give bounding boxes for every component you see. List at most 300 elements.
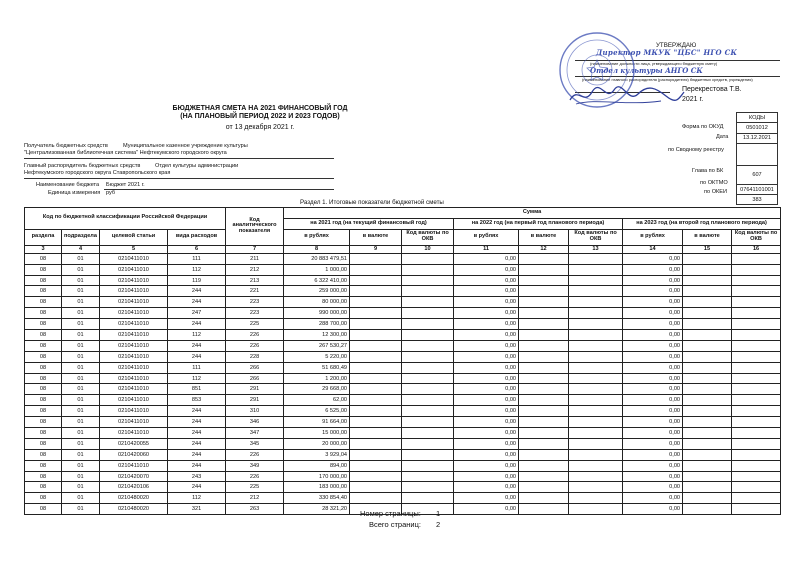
analytic-code-cell: 346 xyxy=(226,417,284,428)
approval-date: 2021 г. xyxy=(682,96,704,103)
table-row xyxy=(25,264,781,275)
okv-2022-cell xyxy=(569,319,623,330)
okv-2022-cell xyxy=(569,460,623,471)
rub-2022-cell: 0,00 xyxy=(454,395,519,406)
razdel-header: раздела xyxy=(25,229,62,245)
okv-2021-cell xyxy=(402,471,454,482)
okv-2021-cell xyxy=(402,406,454,417)
article-cell: 0210411010 xyxy=(100,460,168,471)
podrazdel-cell: 01 xyxy=(62,373,100,384)
currency-2021-cell xyxy=(350,428,402,439)
currency-2021-cell xyxy=(350,275,402,286)
okv-2022-cell xyxy=(569,438,623,449)
table-row xyxy=(25,449,781,460)
rub-2022-cell: 0,00 xyxy=(454,471,519,482)
currency-2022-cell xyxy=(519,428,569,439)
currency-2022-cell xyxy=(519,384,569,395)
page-number-label: Номер страницы: xyxy=(360,509,421,518)
registry-label: по Сводному реестру xyxy=(668,147,724,153)
rub-2022-cell: 0,00 xyxy=(454,286,519,297)
article-cell: 0210411010 xyxy=(100,395,168,406)
okv-2023-header: Код валюты по ОКВ xyxy=(732,229,781,245)
expense-type-cell: 119 xyxy=(168,275,226,286)
currency-2022-cell xyxy=(519,482,569,493)
okv-2023-cell xyxy=(732,406,781,417)
page-number-value: 1 xyxy=(436,509,441,518)
document-subtitle: (НА ПЛАНОВЫЙ ПЕРИОД 2022 И 2023 ГОДОВ) xyxy=(180,113,340,120)
codes-header: КОДЫ xyxy=(737,113,778,123)
expense-type-cell: 244 xyxy=(168,438,226,449)
table-row xyxy=(25,471,781,482)
sum-header: Сумма xyxy=(284,208,781,219)
currency-2022-cell xyxy=(519,449,569,460)
rub-2021-cell: 91 664,00 xyxy=(284,417,350,428)
col-number: 15 xyxy=(683,245,732,253)
okv-2022-cell xyxy=(569,406,623,417)
classification-header: Код по бюджетной классификации Российской Федерации xyxy=(25,208,226,230)
col-number: 6 xyxy=(168,245,226,253)
recipient-line1: Муниципальное казенное учреждение культуры xyxy=(123,143,248,149)
article-header: целевой статьи xyxy=(100,229,168,245)
currency-2021-cell xyxy=(350,319,402,330)
rub-2023-cell: 0,00 xyxy=(623,297,683,308)
bk-code: 607 xyxy=(737,165,778,184)
razdel-cell: 08 xyxy=(25,504,62,515)
article-cell: 0210411010 xyxy=(100,428,168,439)
rub-2023-cell: 0,00 xyxy=(623,319,683,330)
currency-2023-cell xyxy=(683,253,732,264)
article-cell: 0210411010 xyxy=(100,417,168,428)
currency-2022-cell xyxy=(519,417,569,428)
currency-2021-cell xyxy=(350,417,402,428)
okv-2023-cell xyxy=(732,482,781,493)
expense-type-cell: 244 xyxy=(168,482,226,493)
article-cell: 0210411010 xyxy=(100,286,168,297)
analytic-code-cell: 345 xyxy=(226,438,284,449)
budget-value: Бюджет 2021 г. xyxy=(106,182,145,188)
rub-2023-cell: 0,00 xyxy=(623,373,683,384)
expense-type-cell: 112 xyxy=(168,264,226,275)
budget-table xyxy=(24,207,781,515)
rub-2021-cell: 183 000,00 xyxy=(284,482,350,493)
okv-2023-cell xyxy=(732,286,781,297)
okv-2023-cell xyxy=(732,275,781,286)
currency-2022-cell xyxy=(519,253,569,264)
podrazdel-cell: 01 xyxy=(62,471,100,482)
rub-2022-cell: 0,00 xyxy=(454,493,519,504)
analytic-code-cell: 349 xyxy=(226,460,284,471)
article-cell: 0210420070 xyxy=(100,471,168,482)
okv-2023-cell xyxy=(732,253,781,264)
document-title: БЮДЖЕТНАЯ СМЕТА НА 2021 ФИНАНСОВЫЙ ГОД xyxy=(172,105,348,112)
article-cell: 0210411010 xyxy=(100,351,168,362)
expense-type-cell: 244 xyxy=(168,460,226,471)
rub-2021-cell: 51 680,49 xyxy=(284,362,350,373)
table-row xyxy=(25,286,781,297)
rub-2022-cell: 0,00 xyxy=(454,482,519,493)
rub-2022-cell: 0,00 xyxy=(454,428,519,439)
razdel-cell: 08 xyxy=(25,417,62,428)
col-number: 12 xyxy=(519,245,569,253)
table-row xyxy=(25,351,781,362)
currency-2022-cell xyxy=(519,471,569,482)
razdel-cell: 08 xyxy=(25,395,62,406)
rub-2021-cell: 894,00 xyxy=(284,460,350,471)
podrazdel-cell: 01 xyxy=(62,384,100,395)
analytic-code-cell: 266 xyxy=(226,362,284,373)
currency-2022-cell xyxy=(519,275,569,286)
analytic-code-cell: 211 xyxy=(226,253,284,264)
okv-2021-cell xyxy=(402,493,454,504)
rub-2023-cell: 0,00 xyxy=(623,362,683,373)
currency-2023-cell xyxy=(683,330,732,341)
okv-2023-cell xyxy=(732,449,781,460)
currency-2021-cell xyxy=(350,493,402,504)
okv-2021-cell xyxy=(402,384,454,395)
table-row xyxy=(25,340,781,351)
currency-2023-cell xyxy=(683,297,732,308)
okv-2021-cell xyxy=(402,319,454,330)
analytic-code-cell: 263 xyxy=(226,504,284,515)
currency-2021-cell xyxy=(350,297,402,308)
okv-2021-cell xyxy=(402,362,454,373)
rub-2023-cell: 0,00 xyxy=(623,264,683,275)
rub-2021-cell: 288 700,00 xyxy=(284,319,350,330)
currency-2023-cell xyxy=(683,438,732,449)
article-cell: 0210411010 xyxy=(100,330,168,341)
okv-2022-cell xyxy=(569,482,623,493)
okv-2022-cell xyxy=(569,351,623,362)
oktmo-code: 07641101001 xyxy=(737,184,778,194)
rub-2022-cell: 0,00 xyxy=(454,384,519,395)
okv-2023-cell xyxy=(732,395,781,406)
okv-2022-cell xyxy=(569,384,623,395)
okv-2021-cell xyxy=(402,286,454,297)
currency-2021-cell xyxy=(350,362,402,373)
okv-2021-cell xyxy=(402,482,454,493)
codes-box xyxy=(736,112,778,205)
currency-2023-cell xyxy=(683,395,732,406)
rub-2021-header: в рублях xyxy=(284,229,350,245)
razdel-cell: 08 xyxy=(25,362,62,373)
article-cell: 0210480020 xyxy=(100,504,168,515)
rub-2021-cell: 170 000,00 xyxy=(284,471,350,482)
okv-2021-cell xyxy=(402,264,454,275)
table-row xyxy=(25,319,781,330)
expense-type-cell: 244 xyxy=(168,319,226,330)
okv-2022-cell xyxy=(569,330,623,341)
okv-2021-cell xyxy=(402,308,454,319)
expense-type-cell: 111 xyxy=(168,362,226,373)
position-caption: (наименование должности лица, утверждающего бюджетную смету) xyxy=(590,61,718,66)
handwritten-position: Директор МКУК "ЦБС" НГО СК xyxy=(596,48,738,57)
currency-2022-cell xyxy=(519,493,569,504)
col-number: 16 xyxy=(732,245,781,253)
manager-line2: Нефтекумского городского округа Ставропольского края xyxy=(24,170,171,176)
analytic-code-cell: 213 xyxy=(226,275,284,286)
rub-2021-cell: 28 321,20 xyxy=(284,504,350,515)
currency-2021-cell xyxy=(350,471,402,482)
expense-type-cell: 244 xyxy=(168,449,226,460)
razdel-cell: 08 xyxy=(25,373,62,384)
table-row xyxy=(25,493,781,504)
currency-2023-cell xyxy=(683,373,732,384)
podrazdel-cell: 01 xyxy=(62,330,100,341)
article-cell: 0210411010 xyxy=(100,362,168,373)
currency-2021-cell xyxy=(350,330,402,341)
currency-2021-cell xyxy=(350,449,402,460)
total-pages-label: Всего страниц: xyxy=(369,520,421,529)
podrazdel-cell: 01 xyxy=(62,286,100,297)
rub-2022-cell: 0,00 xyxy=(454,330,519,341)
okv-2021-cell xyxy=(402,253,454,264)
okv-2021-cell xyxy=(402,373,454,384)
currency-2023-cell xyxy=(683,362,732,373)
okv-2022-cell xyxy=(569,286,623,297)
okv-2023-cell xyxy=(732,319,781,330)
rub-2023-cell: 0,00 xyxy=(623,438,683,449)
okv-2021-cell xyxy=(402,417,454,428)
budget-table-body xyxy=(25,253,781,514)
podrazdel-cell: 01 xyxy=(62,395,100,406)
razdel-cell: 08 xyxy=(25,384,62,395)
bk-label: Глава по БК xyxy=(692,168,724,174)
rub-2023-cell: 0,00 xyxy=(623,253,683,264)
rub-2022-cell: 0,00 xyxy=(454,297,519,308)
currency-2022-cell xyxy=(519,460,569,471)
razdel-cell: 08 xyxy=(25,308,62,319)
table-row xyxy=(25,297,781,308)
currency-2023-cell xyxy=(683,471,732,482)
analytic-code-cell: 226 xyxy=(226,340,284,351)
okv-2023-cell xyxy=(732,384,781,395)
table-row xyxy=(25,384,781,395)
currency-2023-cell xyxy=(683,351,732,362)
rub-2022-cell: 0,00 xyxy=(454,449,519,460)
podrazdel-cell: 01 xyxy=(62,428,100,439)
okv-2023-cell xyxy=(732,373,781,384)
document-date: от 13 декабря 2021 г. xyxy=(225,124,295,131)
okei-label: по ОКЕИ xyxy=(704,189,728,195)
currency-2023-cell xyxy=(683,319,732,330)
rub-2021-cell: 29 668,00 xyxy=(284,384,350,395)
currency-2023-cell xyxy=(683,286,732,297)
currency-2021-cell xyxy=(350,351,402,362)
currency-2022-header: в валюте xyxy=(519,229,569,245)
currency-2023-cell xyxy=(683,340,732,351)
rub-2021-cell: 62,00 xyxy=(284,395,350,406)
razdel-cell: 08 xyxy=(25,264,62,275)
okv-2022-cell xyxy=(569,362,623,373)
okv-2021-cell xyxy=(402,297,454,308)
table-row xyxy=(25,308,781,319)
article-cell: 0210411010 xyxy=(100,308,168,319)
rub-2023-cell: 0,00 xyxy=(623,340,683,351)
analytic-code-cell: 347 xyxy=(226,428,284,439)
okv-2023-cell xyxy=(732,471,781,482)
expense-type-cell: 244 xyxy=(168,406,226,417)
okv-2022-cell xyxy=(569,504,623,515)
analytic-code-cell: 212 xyxy=(226,493,284,504)
okv-2022-cell xyxy=(569,253,623,264)
rub-2021-cell: 80 000,00 xyxy=(284,297,350,308)
podrazdel-cell: 01 xyxy=(62,504,100,515)
currency-2022-cell xyxy=(519,504,569,515)
expense-type-cell: 247 xyxy=(168,308,226,319)
razdel-cell: 08 xyxy=(25,449,62,460)
okv-2023-cell xyxy=(732,351,781,362)
table-row xyxy=(25,482,781,493)
currency-2021-cell xyxy=(350,438,402,449)
currency-2022-cell xyxy=(519,264,569,275)
col-number: 7 xyxy=(226,245,284,253)
year-2022-header: на 2022 год (на первый год планового периода) xyxy=(454,218,623,229)
rub-2023-cell: 0,00 xyxy=(623,275,683,286)
currency-2022-cell xyxy=(519,297,569,308)
okv-2023-cell xyxy=(732,330,781,341)
rub-2022-cell: 0,00 xyxy=(454,438,519,449)
podrazdel-header: подраздела xyxy=(62,229,100,245)
analytic-code-cell: 266 xyxy=(226,373,284,384)
col-number: 8 xyxy=(284,245,350,253)
rub-2021-cell: 20 883 479,51 xyxy=(284,253,350,264)
column-number-row xyxy=(25,245,781,253)
rub-2022-cell: 0,00 xyxy=(454,362,519,373)
okv-2021-cell xyxy=(402,428,454,439)
rub-2022-cell: 0,00 xyxy=(454,406,519,417)
rub-2022-cell: 0,00 xyxy=(454,319,519,330)
approval-label: УТВЕРЖДАЮ xyxy=(656,42,697,49)
razdel-cell: 08 xyxy=(25,428,62,439)
unit-value: руб xyxy=(106,190,116,196)
rub-2021-cell: 5 220,00 xyxy=(284,351,350,362)
razdel-cell: 08 xyxy=(25,286,62,297)
currency-2023-cell xyxy=(683,264,732,275)
col-number: 3 xyxy=(25,245,62,253)
okv-2023-cell xyxy=(732,504,781,515)
expense-type-cell: 112 xyxy=(168,373,226,384)
okv-2023-cell xyxy=(732,438,781,449)
okv-2021-cell xyxy=(402,330,454,341)
expense-type-cell: 244 xyxy=(168,286,226,297)
currency-2022-cell xyxy=(519,362,569,373)
currency-2021-cell xyxy=(350,482,402,493)
rub-2021-cell: 15 000,00 xyxy=(284,428,350,439)
currency-2022-cell xyxy=(519,406,569,417)
expense-type-header: вида расходов xyxy=(168,229,226,245)
analytic-code-cell: 291 xyxy=(226,395,284,406)
okv-2022-cell xyxy=(569,417,623,428)
analytic-code-cell: 226 xyxy=(226,449,284,460)
article-cell: 0210480020 xyxy=(100,493,168,504)
okv-2022-cell xyxy=(569,449,623,460)
currency-2021-cell xyxy=(350,286,402,297)
article-cell: 0210411010 xyxy=(100,319,168,330)
currency-2022-cell xyxy=(519,373,569,384)
table-row xyxy=(25,253,781,264)
rub-2022-header: в рублях xyxy=(454,229,519,245)
expense-type-cell: 112 xyxy=(168,493,226,504)
rub-2021-cell: 6 525,00 xyxy=(284,406,350,417)
razdel-cell: 08 xyxy=(25,351,62,362)
analytic-code-cell: 228 xyxy=(226,351,284,362)
budget-label: Наименование бюджета xyxy=(36,182,100,188)
currency-2023-cell xyxy=(683,428,732,439)
table-row xyxy=(25,395,781,406)
rub-2022-cell: 0,00 xyxy=(454,351,519,362)
currency-2021-cell xyxy=(350,406,402,417)
expense-type-cell: 112 xyxy=(168,330,226,341)
rub-2023-cell: 0,00 xyxy=(623,482,683,493)
razdel-cell: 08 xyxy=(25,493,62,504)
currency-2023-cell xyxy=(683,460,732,471)
rub-2022-cell: 0,00 xyxy=(454,460,519,471)
rub-2021-cell: 3 929,04 xyxy=(284,449,350,460)
okv-2022-header: Код валюты по ОКВ xyxy=(569,229,623,245)
rub-2023-cell: 0,00 xyxy=(623,471,683,482)
col-number: 10 xyxy=(402,245,454,253)
currency-2021-cell xyxy=(350,460,402,471)
razdel-cell: 08 xyxy=(25,406,62,417)
okv-2021-cell xyxy=(402,395,454,406)
okv-2021-cell xyxy=(402,438,454,449)
col-number: 14 xyxy=(623,245,683,253)
analytic-code-cell: 212 xyxy=(226,264,284,275)
podrazdel-cell: 01 xyxy=(62,253,100,264)
podrazdel-cell: 01 xyxy=(62,482,100,493)
manager-label: Главный распорядитель бюджетных средств xyxy=(24,163,141,169)
razdel-cell: 08 xyxy=(25,460,62,471)
podrazdel-cell: 01 xyxy=(62,417,100,428)
podrazdel-cell: 01 xyxy=(62,493,100,504)
expense-type-cell: 321 xyxy=(168,504,226,515)
okv-2022-cell xyxy=(569,471,623,482)
podrazdel-cell: 01 xyxy=(62,275,100,286)
table-row xyxy=(25,373,781,384)
analytic-code-cell: 310 xyxy=(226,406,284,417)
podrazdel-cell: 01 xyxy=(62,449,100,460)
article-cell: 0210411010 xyxy=(100,264,168,275)
rub-2023-cell: 0,00 xyxy=(623,308,683,319)
razdel-cell: 08 xyxy=(25,297,62,308)
rub-2021-cell: 1 200,00 xyxy=(284,373,350,384)
expense-type-cell: 111 xyxy=(168,253,226,264)
total-pages-value: 2 xyxy=(436,520,441,529)
currency-2022-cell xyxy=(519,286,569,297)
analytic-code-cell: 226 xyxy=(226,471,284,482)
razdel-cell: 08 xyxy=(25,438,62,449)
rub-2023-cell: 0,00 xyxy=(623,493,683,504)
expense-type-cell: 244 xyxy=(168,297,226,308)
podrazdel-cell: 01 xyxy=(62,319,100,330)
analytic-code-header: Код аналитического показателя xyxy=(226,208,284,246)
razdel-cell: 08 xyxy=(25,340,62,351)
currency-2022-cell xyxy=(519,330,569,341)
currency-2023-cell xyxy=(683,482,732,493)
expense-type-cell: 244 xyxy=(168,417,226,428)
article-cell: 0210411010 xyxy=(100,297,168,308)
currency-2023-cell xyxy=(683,504,732,515)
okv-2021-cell xyxy=(402,449,454,460)
date-code-label: Дата xyxy=(716,134,729,140)
expense-type-cell: 244 xyxy=(168,428,226,439)
okv-2023-cell xyxy=(732,362,781,373)
rub-2022-cell: 0,00 xyxy=(454,275,519,286)
razdel-cell: 08 xyxy=(25,471,62,482)
okv-2021-cell xyxy=(402,460,454,471)
okv-2022-cell xyxy=(569,395,623,406)
article-cell: 0210420055 xyxy=(100,438,168,449)
